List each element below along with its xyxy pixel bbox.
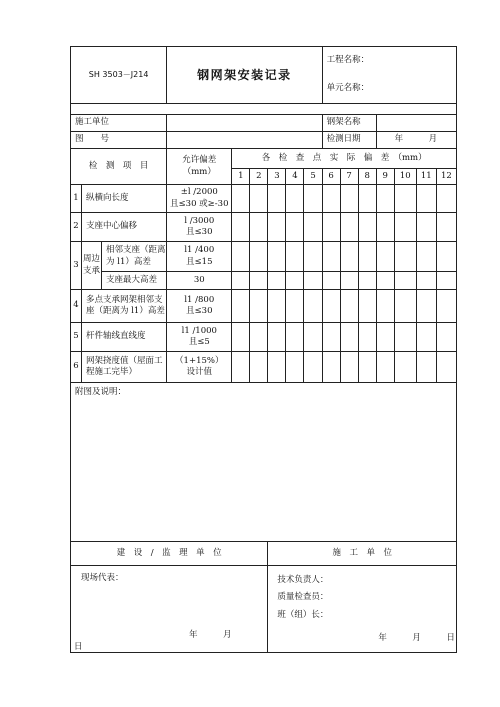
- deviation-cell[interactable]: [358, 242, 376, 272]
- table-row: [71, 352, 457, 383]
- deviation-cell[interactable]: [416, 272, 436, 290]
- construction-unit-field[interactable]: [167, 115, 322, 132]
- deviation-cell[interactable]: [232, 352, 250, 383]
- deviation-cell[interactable]: [250, 290, 268, 323]
- deviation-cell[interactable]: [340, 185, 358, 213]
- deviation-cell[interactable]: [340, 290, 358, 323]
- row-tolerance: [167, 185, 232, 213]
- deviation-cell[interactable]: [322, 242, 340, 272]
- deviation-cell[interactable]: [394, 272, 416, 290]
- deviation-cell[interactable]: [304, 242, 322, 272]
- tolerance-line: 且≤30: [186, 227, 213, 237]
- construction-unit-label: 施工单位: [71, 115, 167, 132]
- tolerance-unit: （mm）: [182, 166, 216, 177]
- deviation-cell[interactable]: [376, 290, 394, 323]
- row-item: 纵横向长度: [82, 185, 167, 213]
- table-row: [71, 242, 457, 272]
- table-row: [71, 272, 457, 290]
- deviation-cell[interactable]: [232, 213, 250, 242]
- grid-name-field[interactable]: [376, 115, 456, 132]
- point-number: 1: [232, 169, 250, 185]
- row-item: 多点支承网架相邻支座（距离为 l1）高差: [82, 290, 167, 323]
- point-number: 11: [416, 169, 436, 185]
- inspection-date-field[interactable]: 年 月: [376, 132, 456, 149]
- deviation-cell[interactable]: [322, 290, 340, 323]
- deviation-cell[interactable]: [340, 272, 358, 290]
- deviation-cell[interactable]: [232, 242, 250, 272]
- deviation-cell[interactable]: [436, 242, 456, 272]
- deviation-cell[interactable]: [436, 323, 456, 352]
- row-number: 4: [71, 290, 82, 323]
- contractor-unit-header: 施 工 单 位: [268, 542, 457, 566]
- point-number: 3: [268, 169, 286, 185]
- tolerance-line: l1 /400: [184, 245, 215, 256]
- deviation-cell[interactable]: [250, 213, 268, 242]
- drawing-no-field[interactable]: [167, 132, 322, 149]
- deviation-cell[interactable]: [436, 272, 456, 290]
- grid-name-label: 钢架名称: [322, 115, 376, 132]
- deviation-cell[interactable]: [376, 352, 394, 383]
- table-row: [71, 323, 457, 352]
- drawing-no-label: 图 号: [71, 132, 167, 149]
- form-title: 钢网架安装记录: [167, 47, 322, 104]
- deviation-cell[interactable]: [436, 352, 456, 383]
- row-tolerance: 30: [167, 272, 232, 290]
- deviation-header: 各 检 查 点 实 际 偏 差 （mm）: [232, 149, 457, 169]
- deviation-cell[interactable]: [358, 352, 376, 383]
- deviation-cell[interactable]: [394, 352, 416, 383]
- notes-area[interactable]: [71, 383, 457, 542]
- contractor-date: 年 月 日: [378, 633, 455, 643]
- deviation-cell[interactable]: [394, 323, 416, 352]
- deviation-cell[interactable]: [416, 290, 436, 323]
- point-number: 2: [250, 169, 268, 185]
- deviation-cell[interactable]: [250, 272, 268, 290]
- row-number: 5: [71, 323, 82, 352]
- deviation-cell[interactable]: [394, 290, 416, 323]
- deviation-cell[interactable]: [268, 242, 286, 272]
- row-tolerance: [167, 242, 232, 272]
- deviation-cell[interactable]: [250, 185, 268, 213]
- owner-unit-header: 建 设 / 监 理 单 位: [71, 542, 268, 566]
- spacer-row: [71, 104, 457, 115]
- deviation-cell[interactable]: [286, 242, 304, 272]
- deviation-cell[interactable]: [322, 272, 340, 290]
- row-tolerance: [167, 323, 232, 352]
- deviation-cell[interactable]: [286, 323, 304, 352]
- deviation-cell[interactable]: [394, 242, 416, 272]
- deviation-cell[interactable]: [268, 290, 286, 323]
- deviation-cell[interactable]: [304, 290, 322, 323]
- deviation-cell[interactable]: [268, 352, 286, 383]
- installation-record-form: [70, 46, 457, 653]
- row-number: 1: [71, 185, 82, 213]
- row-tolerance: [167, 290, 232, 323]
- point-number: 10: [394, 169, 416, 185]
- deviation-cell[interactable]: [376, 272, 394, 290]
- deviation-cell[interactable]: [268, 185, 286, 213]
- row-item: 支座中心偏移: [82, 213, 167, 242]
- deviation-cell[interactable]: [416, 213, 436, 242]
- deviation-cell[interactable]: [358, 290, 376, 323]
- row-subitem: 相邻支座（距离为 l1）高差: [102, 242, 167, 272]
- tolerance-line: （1+15%）: [175, 355, 224, 366]
- deviation-cell[interactable]: [358, 323, 376, 352]
- deviation-cell[interactable]: [304, 352, 322, 383]
- deviation-cell[interactable]: [436, 213, 456, 242]
- point-number: 4: [286, 169, 304, 185]
- deviation-cell[interactable]: [376, 323, 394, 352]
- deviation-cell[interactable]: [304, 185, 322, 213]
- owner-signoff: [71, 566, 268, 653]
- deviation-cell[interactable]: [340, 352, 358, 383]
- deviation-cell[interactable]: [250, 323, 268, 352]
- deviation-cell[interactable]: [322, 213, 340, 242]
- unit-name-label: 单元名称：: [322, 75, 456, 104]
- project-name-label: 工程名称：: [322, 47, 456, 75]
- point-number: 7: [340, 169, 358, 185]
- deviation-cell[interactable]: [376, 213, 394, 242]
- form-code: SH 3503－J214: [71, 47, 167, 104]
- tolerance-line: l1 /800: [184, 294, 215, 305]
- deviation-cell[interactable]: [358, 185, 376, 213]
- deviation-cell[interactable]: [394, 185, 416, 213]
- deviation-cell[interactable]: [232, 323, 250, 352]
- deviation-cell[interactable]: [286, 290, 304, 323]
- tolerance-line: l /3000: [184, 215, 215, 226]
- point-number: 8: [358, 169, 376, 185]
- row-number: 2: [71, 213, 82, 242]
- deviation-cell[interactable]: [358, 213, 376, 242]
- deviation-cell[interactable]: [340, 323, 358, 352]
- row-tolerance: [167, 352, 232, 383]
- deviation-cell[interactable]: [268, 213, 286, 242]
- deviation-cell[interactable]: [268, 323, 286, 352]
- contractor-signoff: [268, 566, 457, 653]
- deviation-cell[interactable]: [286, 185, 304, 213]
- deviation-cell[interactable]: [286, 352, 304, 383]
- row-number: 6: [71, 352, 82, 383]
- deviation-cell[interactable]: [416, 352, 436, 383]
- site-rep-label: 现场代表：: [81, 573, 124, 583]
- table-row: [71, 213, 457, 242]
- deviation-cell[interactable]: [232, 185, 250, 213]
- tech-lead-label: 技术负责人：: [277, 575, 329, 585]
- tolerance-line: 设计值: [186, 367, 213, 377]
- point-number: 12: [436, 169, 456, 185]
- tolerance-line: 且≤15: [186, 256, 213, 267]
- record-table: [70, 46, 457, 653]
- deviation-cell[interactable]: [376, 242, 394, 272]
- deviation-cell[interactable]: [232, 272, 250, 290]
- deviation-cell[interactable]: [340, 242, 358, 272]
- notes-label: 附图及说明：: [75, 387, 127, 397]
- point-number: 9: [376, 169, 394, 185]
- deviation-cell[interactable]: [416, 323, 436, 352]
- deviation-cell[interactable]: [416, 242, 436, 272]
- deviation-cell[interactable]: [394, 213, 416, 242]
- deviation-cell[interactable]: [250, 352, 268, 383]
- deviation-cell[interactable]: [304, 272, 322, 290]
- row-subitem: 支座最大高差: [102, 272, 167, 290]
- owner-date: 年 月: [189, 630, 232, 640]
- team-lead-label: 班（组）长：: [277, 609, 329, 620]
- tolerance-line: ±l /2000: [180, 187, 218, 198]
- row-number: 3: [71, 242, 82, 290]
- item-column-header: 检 测 项 目: [71, 149, 167, 185]
- deviation-cell[interactable]: [304, 213, 322, 242]
- deviation-cell[interactable]: [416, 185, 436, 213]
- deviation-cell[interactable]: [322, 185, 340, 213]
- qc-label: 质量检查员：: [277, 592, 329, 603]
- deviation-cell[interactable]: [322, 352, 340, 383]
- deviation-cell[interactable]: [340, 213, 358, 242]
- deviation-cell[interactable]: [250, 242, 268, 272]
- owner-day: 日: [74, 641, 83, 652]
- deviation-cell[interactable]: [268, 272, 286, 290]
- tolerance-line: 且≤30: [186, 306, 213, 316]
- table-row: [71, 185, 457, 213]
- row-group: 周边支承: [82, 242, 102, 290]
- deviation-cell[interactable]: [436, 290, 456, 323]
- deviation-cell[interactable]: [286, 272, 304, 290]
- deviation-cell[interactable]: [376, 185, 394, 213]
- row-item: 网架挠度值（屋面工程施工完毕）: [82, 352, 167, 383]
- tolerance-label: 允许偏差: [182, 155, 217, 166]
- point-number: 6: [322, 169, 340, 185]
- tolerance-line: 且≤5: [188, 337, 210, 347]
- tolerance-line: l1 /1000: [181, 325, 217, 336]
- deviation-cell[interactable]: [436, 185, 456, 213]
- row-tolerance: [167, 213, 232, 242]
- deviation-cell[interactable]: [232, 290, 250, 323]
- table-row: [71, 290, 457, 323]
- deviation-cell[interactable]: [286, 213, 304, 242]
- deviation-cell[interactable]: [304, 323, 322, 352]
- point-number: 5: [304, 169, 322, 185]
- inspection-date-label: 检测日期: [322, 132, 376, 149]
- deviation-cell[interactable]: [322, 323, 340, 352]
- tolerance-line: 且≤30 或≥-30: [170, 198, 229, 209]
- row-item: 杆件轴线直线度: [82, 323, 167, 352]
- tolerance-column-header: [167, 149, 232, 185]
- deviation-cell[interactable]: [358, 272, 376, 290]
